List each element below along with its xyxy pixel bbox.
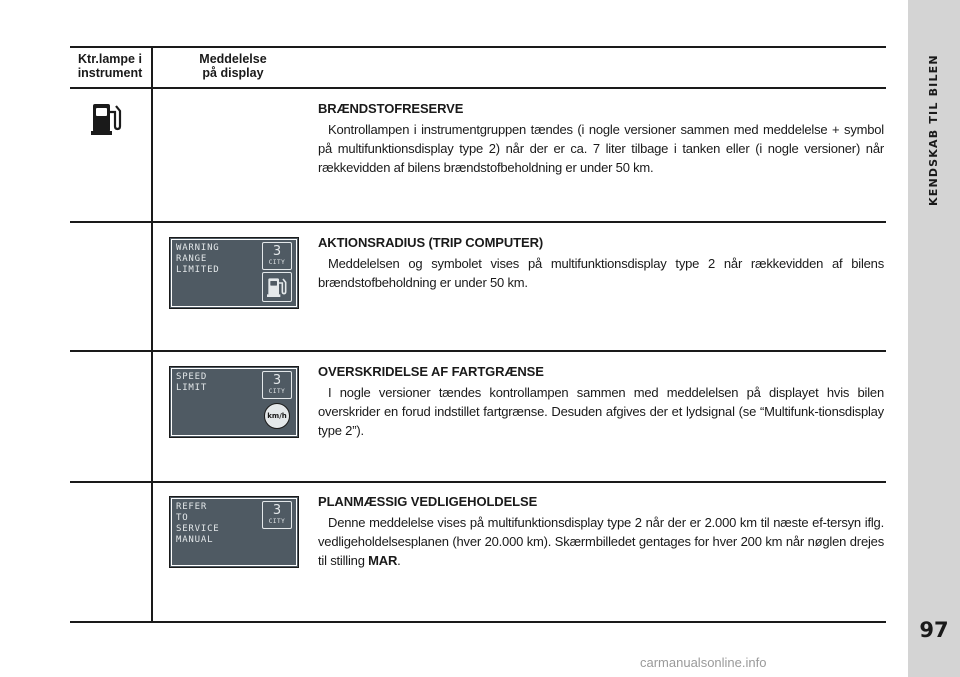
display-message: REFER TO SERVICE MANUAL: [176, 502, 220, 545]
entry-range: [318, 235, 884, 292]
entry-body: Denne meddelelse vises på multifunktionsdisplay type 2 når der er 2.000 km til næste ef-tersyn iflg. vedligeholdelsesplanen (hver 20.000 km). Skærmbilledet gentages for hver 200 km når nøglen drejes til stilling MAR.: [318, 515, 884, 568]
display-service: [169, 496, 299, 568]
entry-fuel-reserve: [318, 101, 884, 177]
column-divider: [151, 46, 153, 622]
header-rule: [70, 87, 886, 89]
entry-title: OVERSKRIDELSE AF FARTGRÆNSE: [318, 364, 544, 379]
page-number: 97: [919, 618, 949, 642]
table-top-rule: [70, 46, 886, 48]
table-bottom-rule: [70, 621, 886, 623]
section-label: KENDSKAB TIL BILEN: [927, 54, 940, 206]
display-icon-box: [262, 272, 292, 302]
gear-indicator: 3 CITY: [262, 501, 292, 529]
entry-title: BRÆNDSTOFRESERVE: [318, 101, 464, 116]
fuel-pump-icon: [265, 275, 289, 299]
gear-indicator: 3 CITY: [262, 242, 292, 270]
display-speed-limit: [169, 366, 299, 438]
speed-limit-icon: km/h: [264, 403, 290, 429]
entry-body: Kontrollampen i instrumentgruppen tændes (i nogle versioner sammen med meddelelse + symbol på multifunktionsdisplay type 2) når der er ca. 7 liter tilbage i tanken eller (i nogle versioner) når rækkevidden af bilens brændstofbeholdning er under 50 km.: [318, 122, 884, 175]
fuel-pump-icon: [90, 100, 124, 136]
column-heading-lamp: Ktr.lampe i instrument: [77, 52, 143, 80]
entry-body: Meddelelsen og symbolet vises på multifunktionsdisplay type 2 når rækkevidden af bilens brændstofbeholdning er under 50 km.: [318, 256, 884, 290]
display-message: WARNING RANGE LIMITED: [176, 243, 220, 275]
display-message: SPEED LIMIT: [176, 372, 208, 393]
watermark: carmanualsonline.info: [640, 655, 767, 670]
column-heading-display: Meddelelse på display: [199, 52, 267, 80]
display-warning-range: [169, 237, 299, 309]
entry-body: I nogle versioner tændes kontrollampen sammen med meddelelsen på displayet hvis bilen overskrider en forud indstillet fartgrænse. Desuden afgives der et lydsignal (se “Multifunk-tionsdisplay type 2”).: [318, 385, 884, 438]
row-divider: [70, 221, 886, 223]
entry-service: [318, 494, 884, 570]
gear-indicator: 3 CITY: [262, 371, 292, 399]
row-divider: [70, 481, 886, 483]
entry-title: AKTIONSRADIUS (TRIP COMPUTER): [318, 235, 544, 250]
row-divider: [70, 350, 886, 352]
entry-title: PLANMÆSSIG VEDLIGEHOLDELSE: [318, 494, 538, 509]
entry-speed-limit: [318, 364, 884, 440]
